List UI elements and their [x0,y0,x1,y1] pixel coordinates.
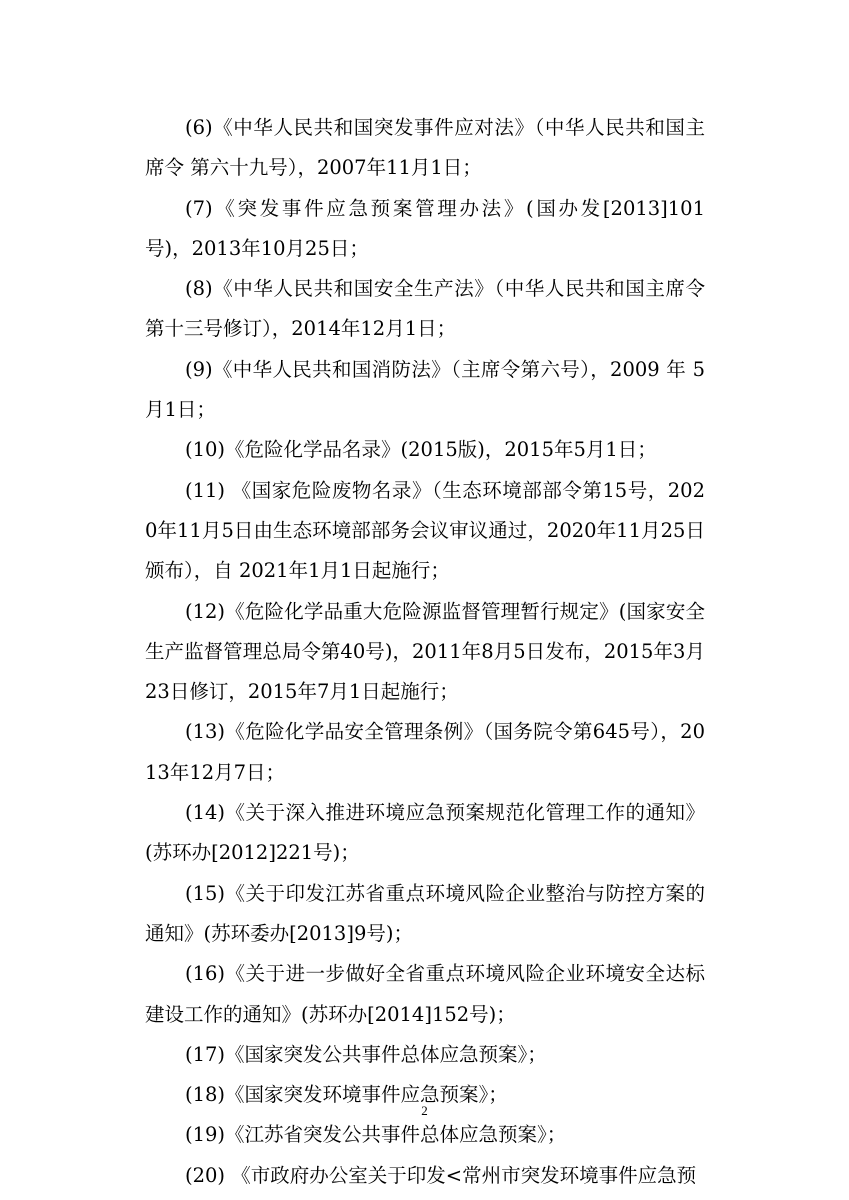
page-number: 2 [421,1103,428,1118]
list-item-14: (14)《关于深入推进环境应急预案规范化管理工作的通知》(苏环办[2012]221号)； [145,801,705,865]
list-item-10: (10)《危险化学品名录》(2015版)，2015年5月1日； [185,438,657,462]
list-item-19: (19)《江苏省突发公共事件总体应急预案》； [185,1123,567,1147]
regulation-list [145,108,705,1196]
list-item-6: (6)《中华人民共和国突发事件应对法》（中华人民共和国主席令 第六十九号），2007年11月1日； [145,116,705,180]
list-item-18: (18)《国家突发环境事件应急预案》； [185,1083,508,1107]
list-item-7: (7)《突发事件应急预案管理办法》(国办发[2013]101 号)，2013年10月25日； [145,196,705,260]
list-item-17: (17)《国家突发公共事件总体应急预案》； [185,1042,547,1066]
list-item-15: (15)《关于印发江苏省重点环境风险企业整治与防控方案的通知》(苏环委办[2013]9号)； [145,881,705,945]
list-item-12: (12)《危险化学品重大危险源监督管理暂行规定》(国家安全生产监督管理总局令第40号)，2011年8月5日发布，2015年3月23日修订，2015年7月1日起施行； [145,599,705,704]
list-item-9: (9)《中华人民共和国消防法》（主席令第六号），2009 年 5月1日； [145,357,705,422]
list-item-20: (20) 《市政府办公室关于印发<常州市突发环境事件应急预 [185,1163,697,1187]
list-item-11: (11) 《国家危险废物名录》（生态环境部部令第15号，2020年11月5日由生态环境部部务会议审议通过，2020年11月25日颁布），自 2021年1月1日起施行； [145,478,705,583]
list-item-16: (16)《关于进一步做好全省重点环境风险企业环境安全达标建设工作的通知》(苏环办[2014]152号)； [145,962,705,1026]
list-item-13: (13)《危险化学品安全管理条例》（国务院令第645号），2013年12月7日； [145,720,705,784]
list-item-8: (8)《中华人民共和国安全生产法》（中华人民共和国主席令第十三号修订），2014年12月1日； [145,277,705,341]
